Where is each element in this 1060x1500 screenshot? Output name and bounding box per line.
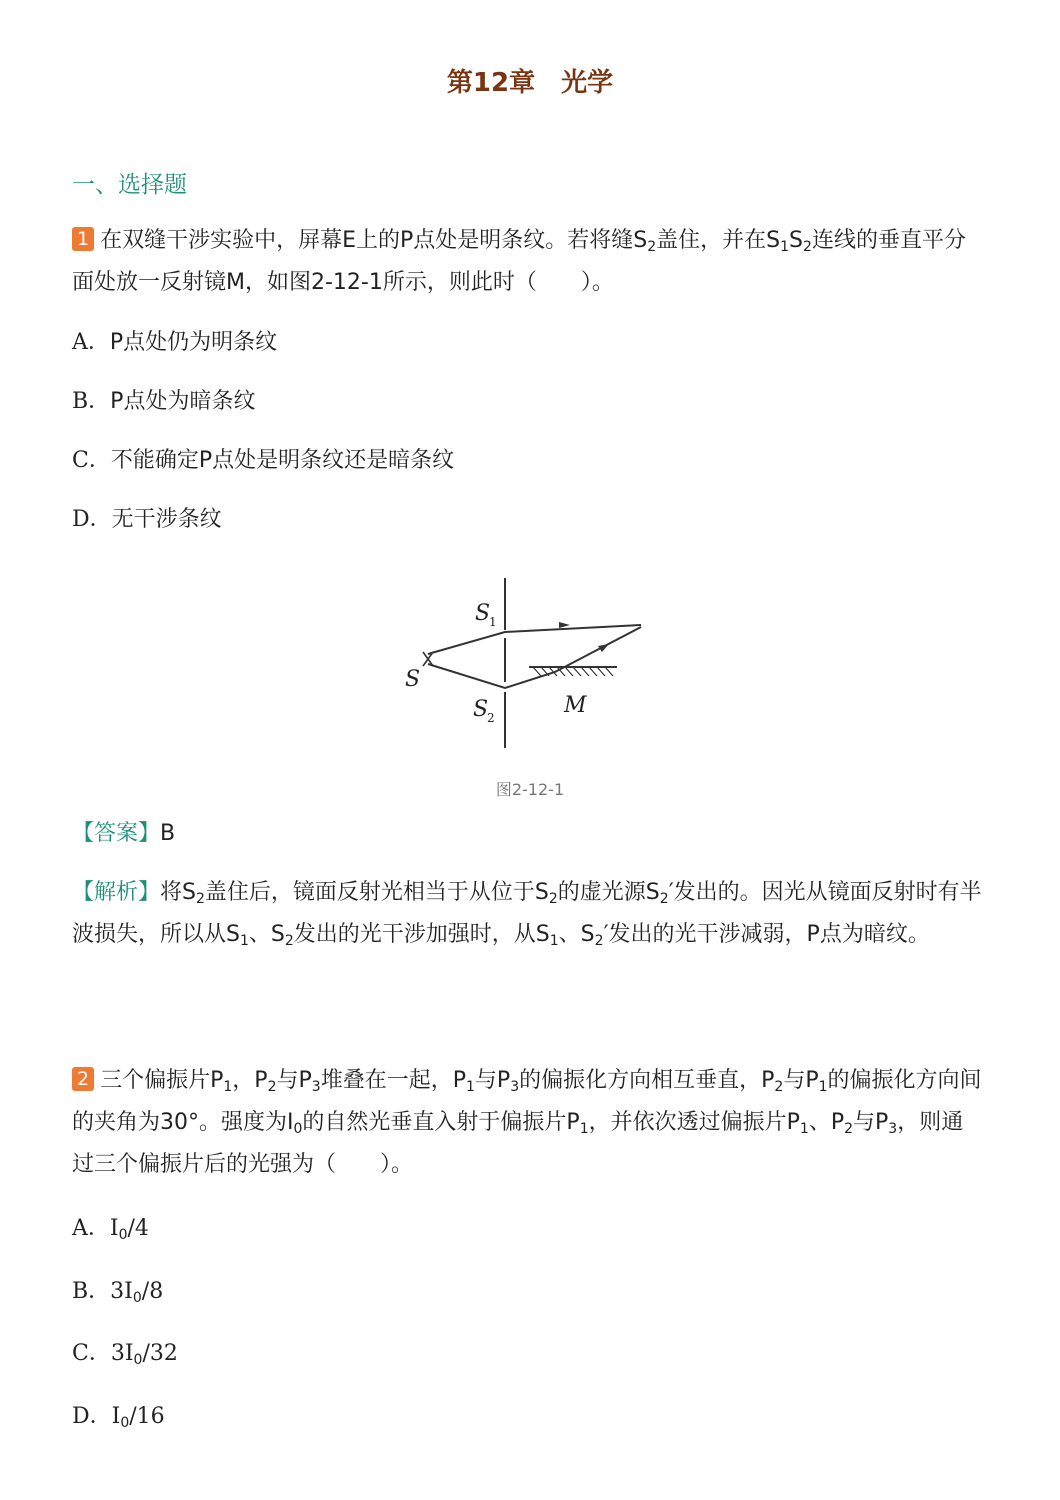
- question-number-badge: 2: [72, 1067, 94, 1091]
- q1-option-d[interactable]: D．无干涉条纹: [72, 507, 222, 532]
- label-m: M: [564, 693, 587, 718]
- question-number-badge: 1: [72, 227, 94, 251]
- section-heading: 一、选择题: [72, 172, 187, 198]
- q2-option-c[interactable]: C．$3I_0/32$: [72, 1341, 178, 1368]
- answer-tag: 【答案】: [72, 821, 161, 846]
- chapter-title: 第12章 光学: [446, 68, 614, 98]
- figure-caption: 图2-12-1: [495, 780, 565, 799]
- q1-answer: [72, 813, 984, 855]
- q2-option-b[interactable]: B．$3I_0/8$: [72, 1279, 164, 1306]
- q2-option-d[interactable]: D．$I_0/16$: [72, 1404, 165, 1431]
- ray-via-s1: [428, 625, 641, 654]
- source-s-marker: [423, 652, 433, 666]
- ray-arrow-reflected: [598, 644, 609, 652]
- label-s1: S: [475, 601, 491, 626]
- q2-option-a[interactable]: A．$I_0/4$: [72, 1216, 149, 1243]
- double-slit-mirror-figure: [395, 570, 655, 765]
- analysis-tag: 【解析】: [72, 880, 161, 905]
- ray-arrow: [559, 622, 570, 628]
- label-s2: S: [473, 697, 489, 722]
- q1-analysis: 【解析】将$S_2$盖住后，镜面反射光相当于从位于$S_2$的虚光源$S_2'$发出的。因光从镜面反射时有半波损失，所以从$S_1$、$S_2$发出的光干涉加强时，从$S_1$、$S_2'$发出的光干涉减弱，P点为暗纹。: [72, 880, 982, 949]
- answer-value: B: [160, 821, 176, 846]
- ray-via-s2-reflected: [428, 627, 641, 688]
- label-s: S: [405, 667, 421, 692]
- question-1-stem: 1 在双缝干涉实验中，屏幕E上的P点处是明条纹。若将缝$S_2$盖住，并在$S_1S_2$连线的垂直平分面处放一反射镜M，如图2-12-1所示，则此时（ ）。: [72, 228, 966, 295]
- q1-option-a[interactable]: A．P点处仍为明条纹: [72, 330, 278, 355]
- label-s1-subscript: 1: [489, 615, 497, 629]
- question-2-stem: 2 三个偏振片$P_1$，$P_2$与$P_3$堆叠在一起，$P_1$与$P_3$的偏振化方向相互垂直，$P_2$与$P_1$的偏振化方向间的夹角为30°。强度为$I_0$的自然光垂直入射于偏振片$P_1$，并依次透过偏振片$P_1$、$P_2$与$P_3$，则通过三个偏振片后的光强为（ ）。: [72, 1068, 982, 1177]
- label-s2-subscript: 2: [487, 711, 495, 725]
- q1-option-b[interactable]: B．P点处为暗条纹: [72, 389, 256, 414]
- q1-option-c[interactable]: C．不能确定P点处是明条纹还是暗条纹: [72, 448, 455, 473]
